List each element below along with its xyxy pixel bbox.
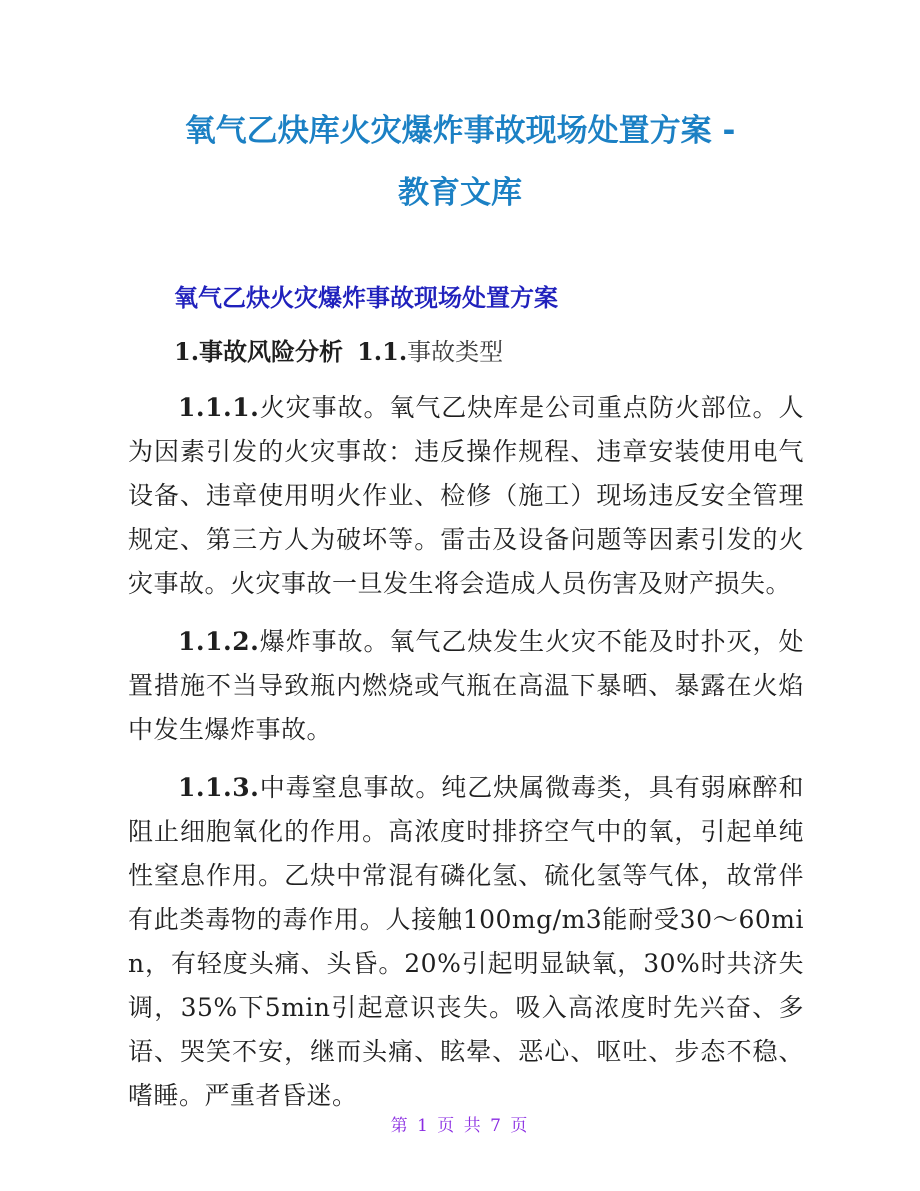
paragraph-text: 爆炸事故。氧气乙炔发生火灾不能及时扑灭，处置措施不当导致瓶内燃烧或气瓶在高温下暴晒、暴露在火焰中发生爆炸事故。 <box>128 627 804 744</box>
paragraph-number: 1.1.3. <box>178 773 260 802</box>
document-title-line2: 教育文库 <box>398 175 522 211</box>
document-title-line1: 氧气乙炔库火灾爆炸事故现场处置方案 - <box>184 113 736 149</box>
subsection-number: 1.1. <box>357 337 408 366</box>
paragraph-number: 1.1.1. <box>178 393 260 422</box>
page-number-footer: 第 1 页 共 7 页 <box>390 1116 530 1136</box>
paragraph-text: 火灾事故。氧气乙炔库是公司重点防火部位。人为因素引发的火灾事故：违反操作规程、违章安装使用电气设备、违章使用明火作业、检修（施工）现场违反安全管理规定、第三方人为破坏等。雷击及设备问题等因素引发的火灾事故。火灾事故一旦发生将会造成人员伤害及财产损失。 <box>128 393 804 598</box>
section-heading-line <box>128 336 804 368</box>
paragraph-explosion-accident <box>128 620 804 752</box>
paragraph-fire-accident <box>128 386 804 606</box>
paragraph-poisoning-accident <box>128 766 804 1118</box>
paragraph-number: 1.1.2. <box>178 627 260 656</box>
document-title <box>0 0 920 224</box>
plan-heading: 氧气乙炔火灾爆炸事故现场处置方案 <box>174 284 558 312</box>
section-number-risk-analysis: 1.事故风险分析 <box>174 337 344 366</box>
subsection-label: 事故类型 <box>407 338 504 366</box>
paragraph-group <box>128 386 804 1118</box>
document-body <box>128 282 804 1118</box>
paragraph-text: 中毒窒息事故。纯乙炔属微毒类，具有弱麻醉和阻止细胞氧化的作用。高浓度时排挤空气中的氧，引起单纯性窒息作用。乙炔中常混有磷化氢、硫化氢等气体，故常伴有此类毒物的毒作用。人接触100mg/m3能耐受30～60min，有轻度头痛、头昏。20%引起明显缺氧，30%时共济失调，35%下5min引起意识丧失。吸入高浓度时先兴奋、多语、哭笑不安，继而头痛、眩晕、恶心、呕吐、步态不稳、嗜睡。严重者昏迷。 <box>128 773 804 1110</box>
